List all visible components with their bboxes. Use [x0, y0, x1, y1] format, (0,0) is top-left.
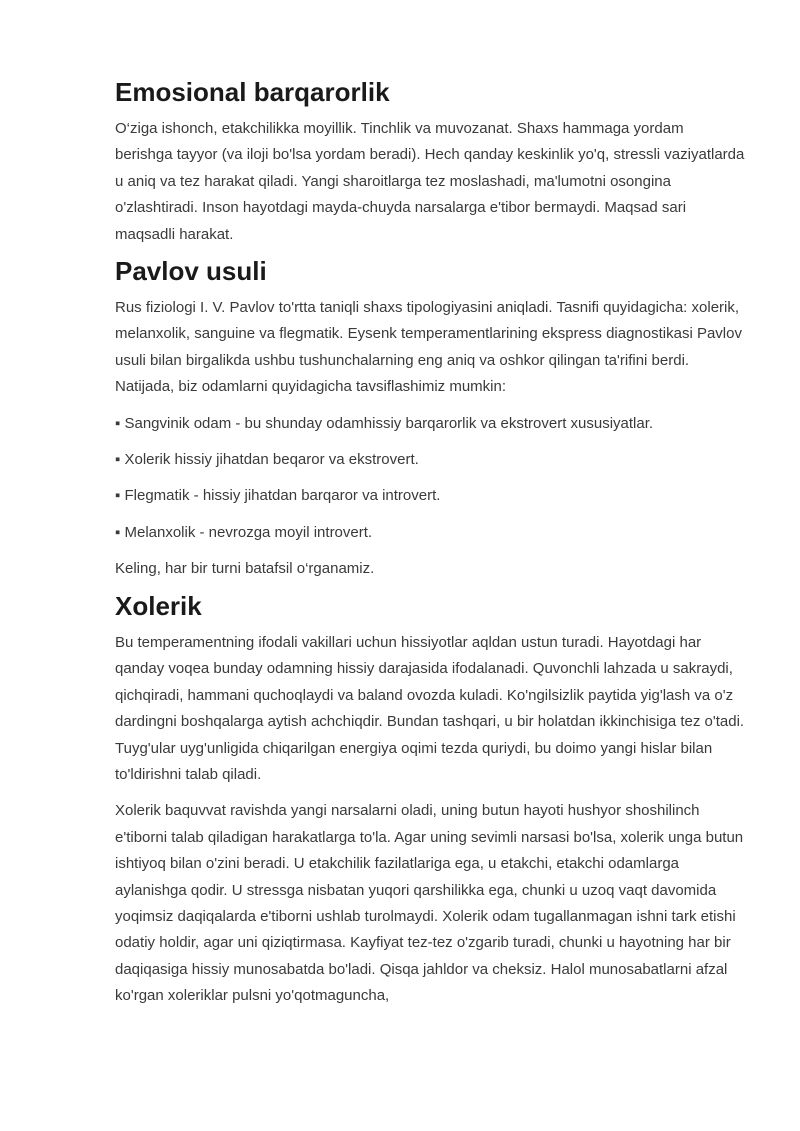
paragraph: Rus fiziologi I. V. Pavlov to'rtta taniqli shaxs tipologiyasini aniqladi. Tasnifi quyidagicha: xolerik, melanxolik, sanguine va flegmatik. Eysenk temperamentlarining ekspress diagnostikasi Pavlov usuli bilan birgalikda ushbu tushunchalarning eng aniq va oshkor qilingan ta'rifini berdi. Natijada, biz odamlarni quyidagicha tavsiflashimiz mumkin:: [115, 299, 742, 396]
section-pavlov-method: [115, 255, 745, 593]
list-item: ▪ Sangvinik odam - bu shunday odamhissiy barqarorlik va ekstrovert xususiyatlar.: [115, 414, 654, 432]
list-item: ▪ Melanxolik - nevrozga moyil introvert.: [115, 523, 373, 541]
list-item: ▪ Xolerik hissiy jihatdan beqaror va ekstrovert.: [115, 451, 419, 469]
section-heading: Xolerik: [115, 591, 202, 621]
section-heading: Pavlov usuli: [115, 256, 267, 286]
section-choleric: [115, 590, 745, 1020]
paragraph: Bu temperamentning ifodali vakillari uchun hissiyotlar aqldan ustun turadi. Hayotdagi har qanday voqea bunday odamning hissiy darajasida ifodalanadi. Quvonchli lahzada u sakraydi, qichqiradi, hammani quchoqlaydi va baland ovozda kuladi. Ko'ngilsizlik paytida yig'lash va o'z dardingni boshqalarga aytish achchiqdir. Bundan tashqari, u bir holatdan ikkinchisiga tez o'tadi. Tuyg'ular uyg'unligida chiqarilgan energiya oqimi tezda quriydi, bu doimo yangi hislar bilan to'ldirishni talab qiladi.: [115, 634, 745, 784]
paragraph: O‘ziga ishonch, etakchilikka moyillik. Tinchlik va muvozanat. Shaxs hammaga yordam berishga tayyor (va iloji bo'lsa yordam beradi). Hech qanday keskinlik yo'q, stressli vaziyatlarda u aniq va tez harakat qiladi. Yangi sharoitlarga tez moslashadi, ma'lumotni osongina o'zlashtiradi. Inson hayotdagi mayda-chuyda narsalarga e'tibor bermaydi. Maqsad sari maqsadli harakat.: [115, 120, 745, 243]
section-emotional-stability: [115, 76, 745, 258]
paragraph: Keling, har bir turni batafsil o‘rganamiz.: [115, 560, 375, 578]
paragraph: Xolerik baquvvat ravishda yangi narsalarni oladi, uning butun hayoti hushyor shoshilinch e'tiborni talab qiladigan harakatlarga to'la. Agar uning sevimli narsasi bo'lsa, xolerik unga butun ishtiyoq bilan o'zini beradi. U etakchilik fazilatlariga ega, u etakchi, etakchi odamlarga aylanishga qodir. U stressga nisbatan yuqori qarshilikka ega, chunki u uzoq vaqt davomida yoqimsiz daqiqalarda e'tiborni ushlab turolmaydi. Xolerik odam tugallanmagan ishni tark etishi odatiy holdir, agar uni qiziqtirmasa. Kayfiyat tez-tez o'zgarib turadi, chunki u hayotning har bir daqiqasiga hissiy munosabatda bo'ladi. Qisqa jahldor va cheksiz. Halol munosabatlarni afzal ko'rgan xoleriklar pulsni yo'qotmaguncha,: [115, 802, 744, 1005]
list-item: ▪ Flegmatik - hissiy jihatdan barqaror va introvert.: [115, 487, 441, 505]
section-heading: Emosional barqarorlik: [115, 77, 390, 107]
